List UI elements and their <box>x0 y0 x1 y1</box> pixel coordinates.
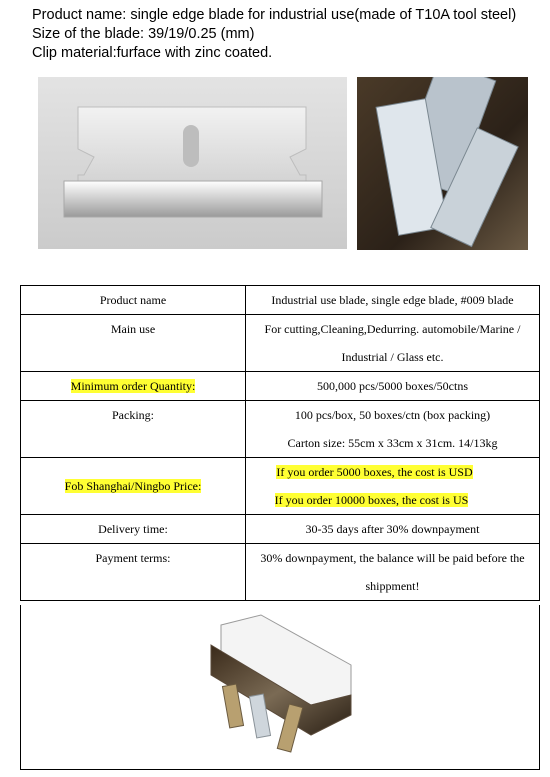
row-value: 100 pcs/box, 50 boxes/ctn (box packing) Carton size: 55cm x 33cm x 31cm. 14/13kg <box>246 401 540 458</box>
row-label: Product name <box>21 286 246 315</box>
clip-material-line: Clip material:furface with zinc coated. <box>32 45 273 61</box>
row-value: 30-35 days after 30% downpayment <box>246 515 540 544</box>
table-row <box>21 544 540 601</box>
product-description <box>32 6 516 63</box>
product-image-box <box>20 605 540 770</box>
row-label: Minimum order Quantity: <box>21 372 246 401</box>
table-row <box>21 286 540 315</box>
single-edge-blade-illustration <box>38 77 347 249</box>
blade-with-clip-illustration <box>21 605 539 768</box>
row-label: Packing: <box>21 401 246 458</box>
product-name-line: Product name: single edge blade for industrial use(made of T10A tool steel) <box>32 7 517 23</box>
row-label: Fob Shanghai/Ningbo Price: <box>21 458 246 515</box>
blade-size-line: Size of the blade: 39/19/0.25 (mm) <box>32 26 255 42</box>
table-row <box>21 458 540 515</box>
blade-photo-front <box>38 77 347 249</box>
row-value: 500,000 pcs/5000 boxes/50ctns <box>246 372 540 401</box>
row-label: Main use <box>21 315 246 372</box>
blade-photo-stack <box>357 77 528 250</box>
row-value: 30% downpayment, the balance will be paid before the shippment! <box>246 544 540 601</box>
table-row <box>21 315 540 372</box>
table-row <box>21 401 540 458</box>
row-label: Payment terms: <box>21 544 246 601</box>
row-label: Delivery time: <box>21 515 246 544</box>
row-value: If you order 5000 boxes, the cost is USD If you order 10000 boxes, the cost is US <box>246 458 540 515</box>
blade-stack-illustration <box>357 77 528 250</box>
row-value: Industrial use blade, single edge blade, #009 blade <box>246 286 540 315</box>
table-row <box>21 372 540 401</box>
table-row <box>21 515 540 544</box>
row-value: For cutting,Cleaning,Dedurring. automobile/Marine / Industrial / Glass etc. <box>246 315 540 372</box>
specification-table <box>20 285 540 601</box>
